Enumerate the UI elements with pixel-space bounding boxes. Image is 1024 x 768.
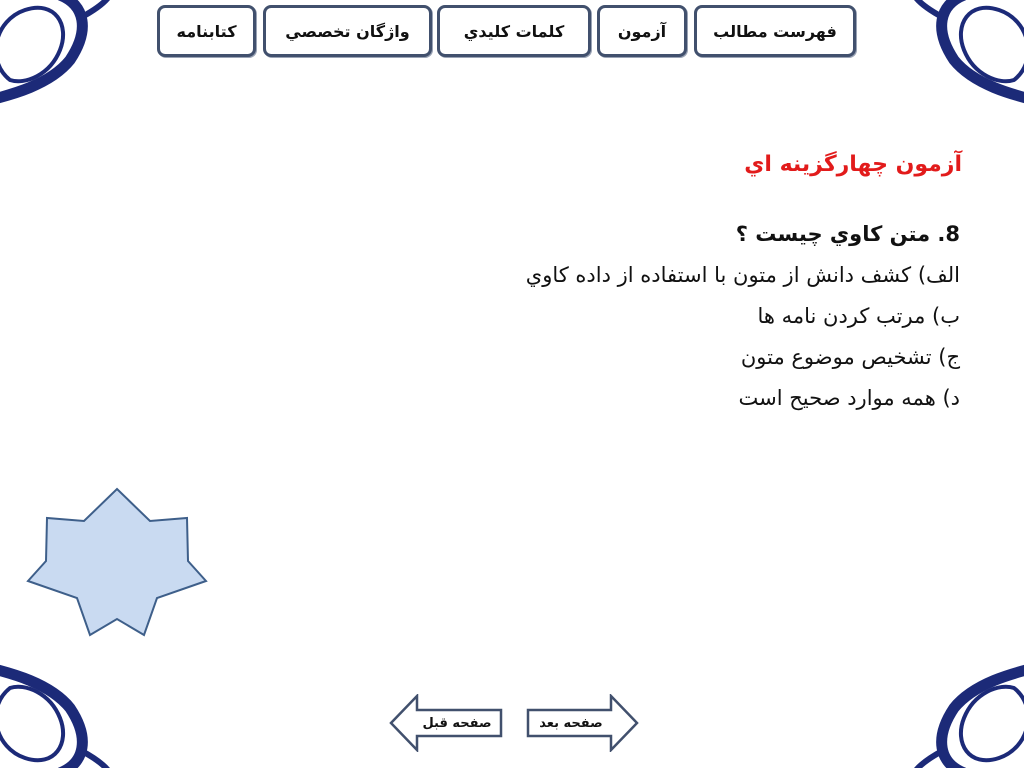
next-page-button[interactable] [526, 694, 639, 752]
star-shape [26, 487, 208, 637]
prev-page-label: صفحه قبل [422, 715, 492, 731]
nav-glossary-button[interactable]: واژگان تخصصي [263, 5, 432, 57]
option-a[interactable]: الف) کشف دانش از متون با استفاده از داده کاوي [525, 263, 960, 287]
option-c[interactable]: ج) تشخيص موضوع متون [740, 345, 960, 369]
nav-keywords-button[interactable]: کلمات کليدي [437, 5, 591, 57]
option-b[interactable]: ب) مرتب کردن نامه ها [757, 304, 960, 328]
prev-page-button[interactable] [389, 694, 503, 752]
nav-quiz-button[interactable]: آزمون [597, 5, 687, 57]
corner-ornament-bottom-right [894, 658, 1024, 768]
corner-ornament-top-right [894, 0, 1024, 110]
nav-table-of-contents-button[interactable]: فهرست مطالب [694, 5, 856, 57]
option-d[interactable]: د) همه موارد صحيح است [738, 386, 960, 410]
corner-ornament-bottom-left [0, 658, 130, 768]
nav-bibliography-button[interactable]: کتابنامه [157, 5, 256, 57]
quiz-title: آزمون چهارگزينه اي [744, 152, 962, 177]
next-page-label: صفحه بعد [539, 715, 603, 731]
question-block [526, 214, 960, 419]
corner-ornament-top-left [0, 0, 130, 110]
question-text: 8. متن کاوي چيست ؟ [735, 222, 960, 246]
